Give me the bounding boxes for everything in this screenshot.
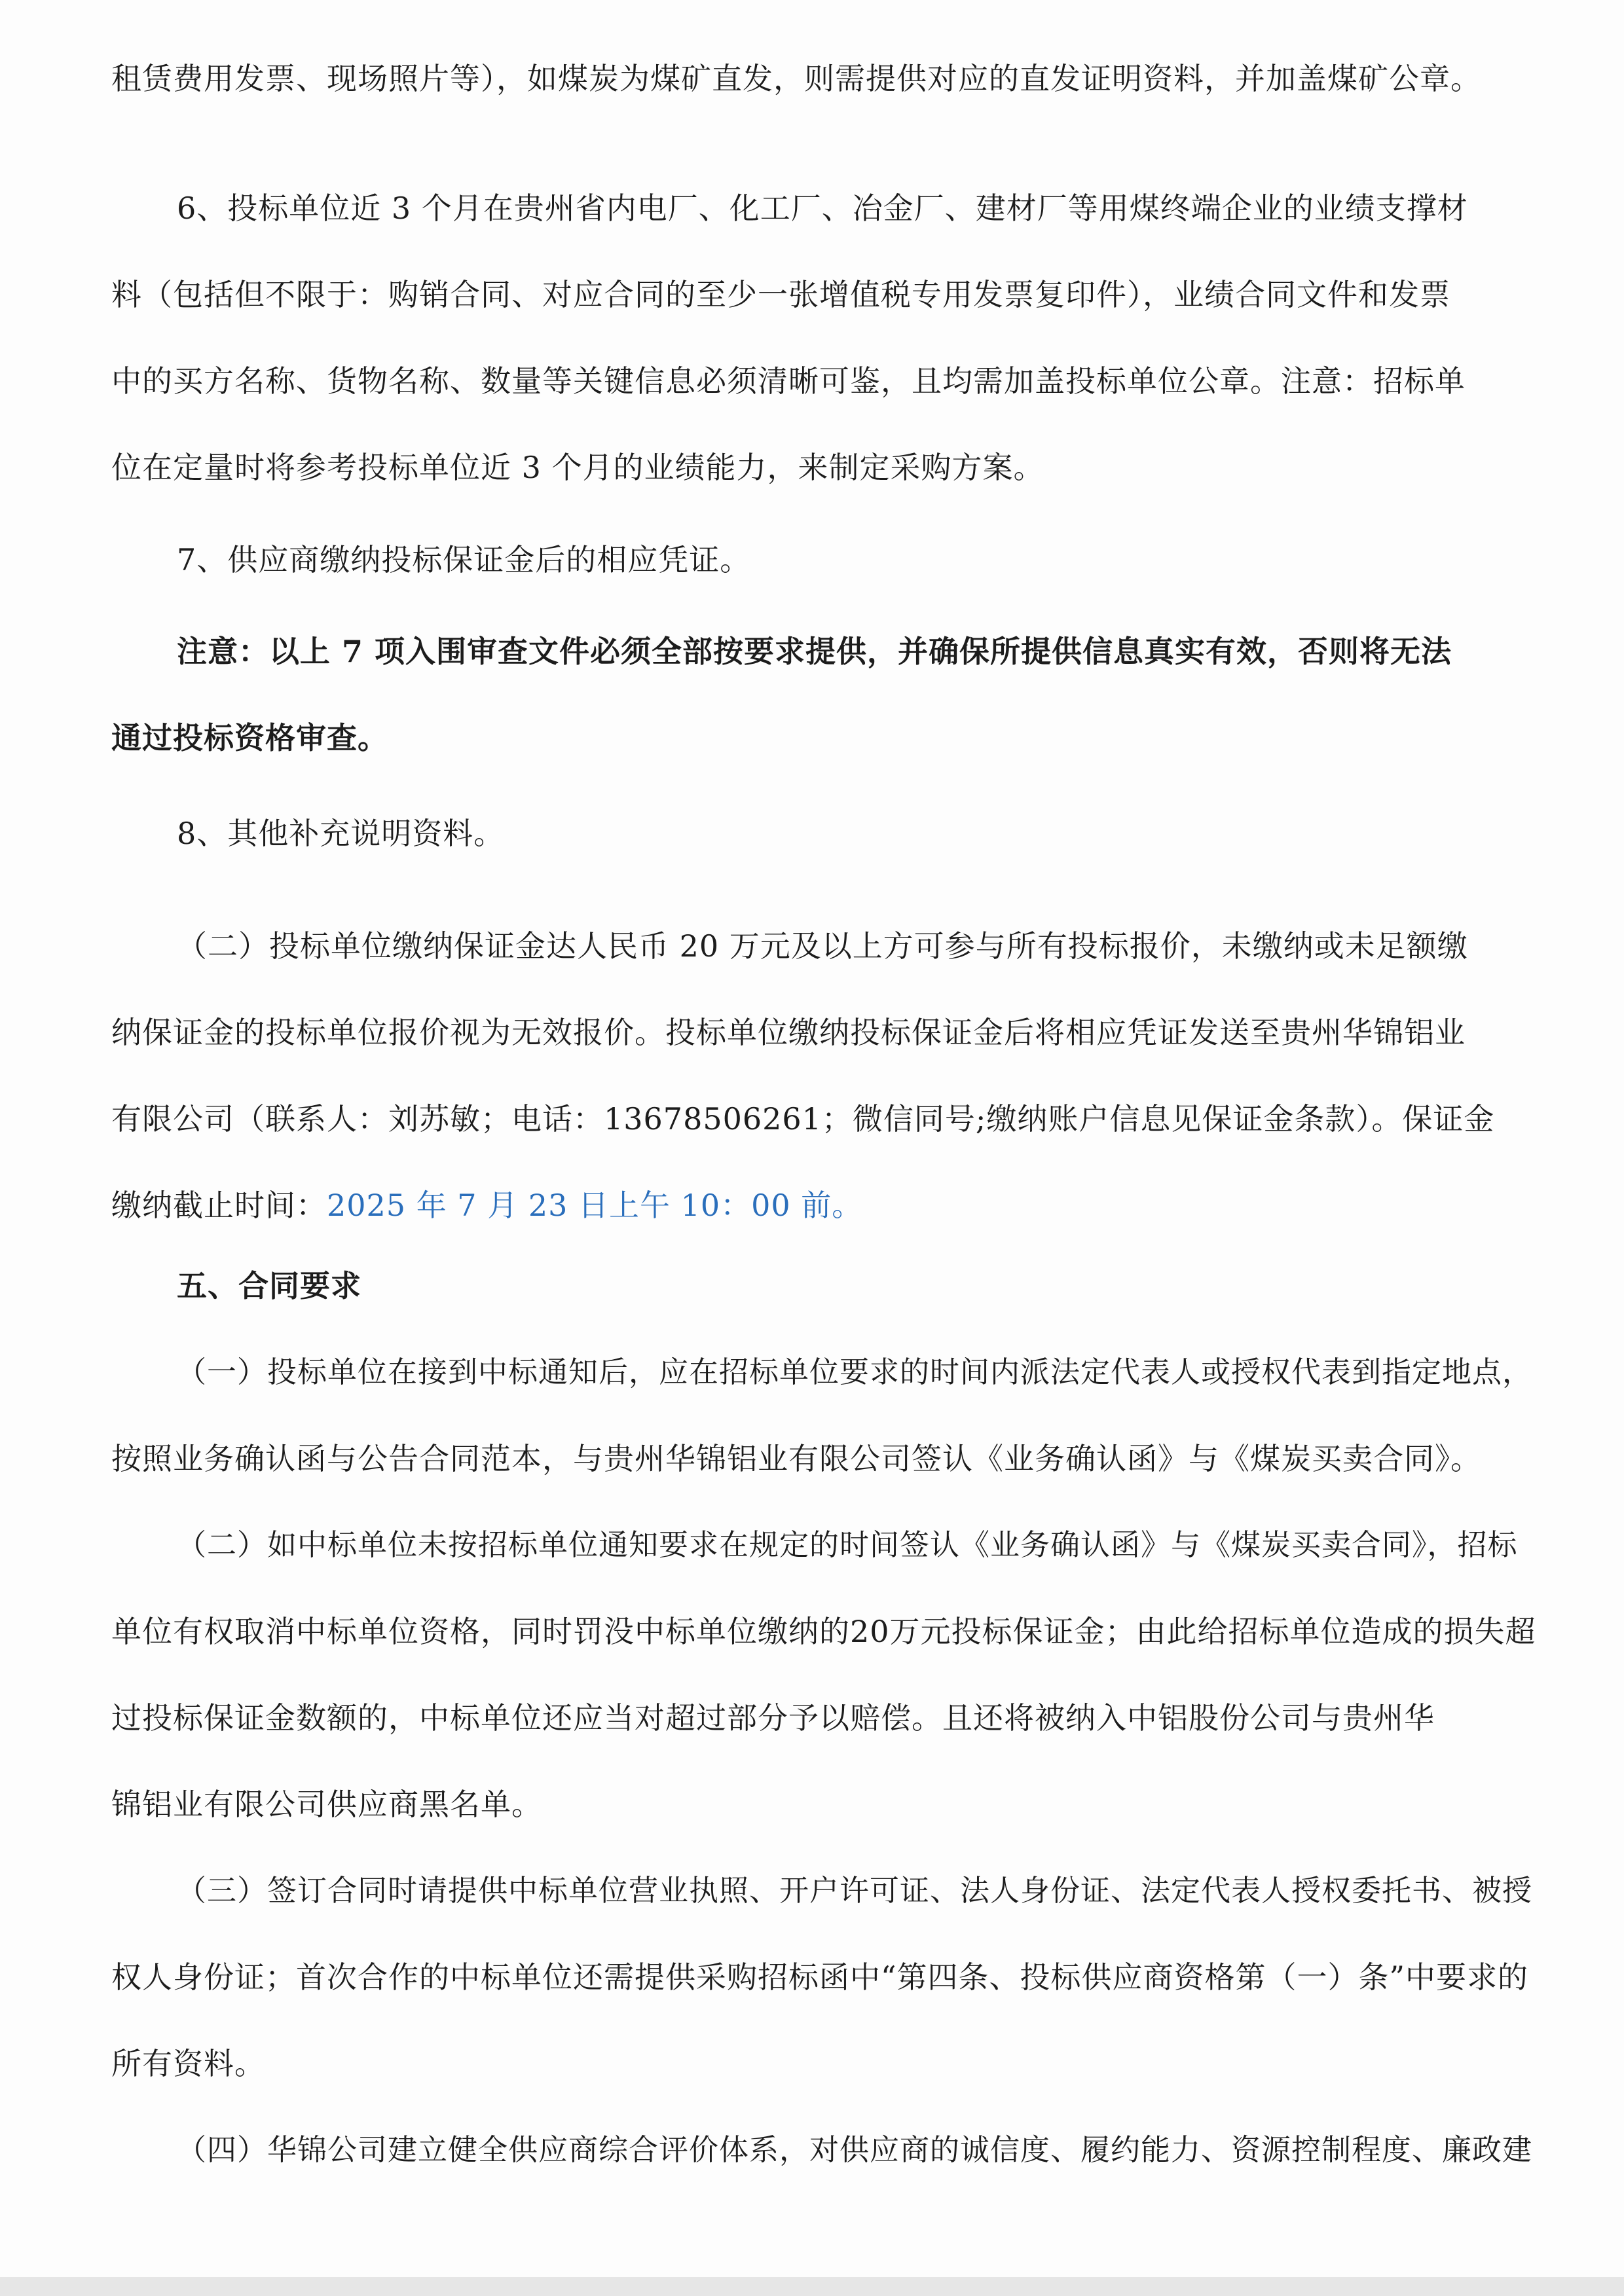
- contract-item-4-line: （四）华锦公司建立健全供应商综合评价体系，对供应商的诚信度、履约能力、资源控制程度、廉政建: [177, 2132, 1533, 2167]
- text-line: 租赁费用发票、现场照片等），如煤炭为煤矿直发，则需提供对应的直发证明资料，并加盖煤矿公章。: [111, 61, 1481, 96]
- text-line: 单位有权取消中标单位资格，同时罚没中标单位缴纳的20万元投标保证金；由此给招标单位造成的损失超: [111, 1614, 1536, 1649]
- contract-item-3-line: （三）签订合同时请提供中标单位营业执照、开户许可证、法人身份证、法定代表人授权委托书、被授: [177, 1873, 1533, 1908]
- notice-line: 通过投标资格审查。: [111, 720, 388, 756]
- text-line: 有限公司（联系人：刘苏敏；电话：13678506261；微信同号;缴纳账户信息见保证金条款）。保证金: [111, 1101, 1495, 1137]
- text-line: 按照业务确认函与公告合同范本，与贵州华锦铝业有限公司签认《业务确认函》与《煤炭买卖合同》。: [111, 1441, 1481, 1476]
- text-line: 所有资料。: [111, 2046, 265, 2081]
- item-8-line: 8、其他补充说明资料。: [177, 816, 505, 851]
- text-line: 位在定量时将参考投标单位近 3 个月的业绩能力，来制定采购方案。: [111, 450, 1044, 485]
- notice-line: 注意：以上 7 项入围审查文件必须全部按要求提供，并确保所提供信息真实有效，否则将无法: [177, 634, 1452, 669]
- contract-item-2-line: （二）如中标单位未按招标单位通知要求在规定的时间签认《业务确认函》与《煤炭买卖合同》，招标: [177, 1527, 1518, 1562]
- text-line: 过投标保证金数额的，中标单位还应当对超过部分予以赔偿。且还将被纳入中铝股份公司与贵州华: [111, 1700, 1435, 1736]
- item-7-line: 7、供应商缴纳投标保证金后的相应凭证。: [177, 542, 751, 577]
- item-6-line: 6、投标单位近 3 个月在贵州省内电厂、化工厂、冶金厂、建材厂等用煤终端企业的业绩支撑材: [177, 191, 1468, 226]
- text-line: 纳保证金的投标单位报价视为无效报价。投标单位缴纳投标保证金后将相应凭证发送至贵州华锦铝业: [111, 1015, 1466, 1050]
- text-line: 中的买方名称、货物名称、数量等关键信息必须清晰可鉴，且均需加盖投标单位公章。注意：招标单: [111, 363, 1466, 399]
- deadline-line: [111, 1186, 862, 1225]
- text-line: 权人身份证；首次合作的中标单位还需提供采购招标函中“第四条、投标供应商资格第（一）条”中要求的: [111, 1959, 1529, 1995]
- text-line: 料（包括但不限于：购销合同、对应合同的至少一张增值税专用发票复印件），业绩合同文件和发票: [111, 277, 1450, 312]
- text-line: 锦铝业有限公司供应商黑名单。: [111, 1787, 542, 1822]
- scan-edge: [0, 2277, 1624, 2296]
- deadline-label: 缴纳截止时间：: [111, 1188, 327, 1223]
- section-2-line: （二）投标单位缴纳保证金达人民币 20 万元及以上方可参与所有投标报价，未缴纳或未足额缴: [177, 928, 1468, 964]
- deadline-value: 2025 年 7 月 23 日上午 10：00 前。: [327, 1188, 863, 1223]
- section-heading: 五、合同要求: [177, 1268, 361, 1303]
- contract-item-1-line: （一）投标单位在接到中标通知后，应在招标单位要求的时间内派法定代表人或授权代表到指定地点，: [177, 1355, 1533, 1389]
